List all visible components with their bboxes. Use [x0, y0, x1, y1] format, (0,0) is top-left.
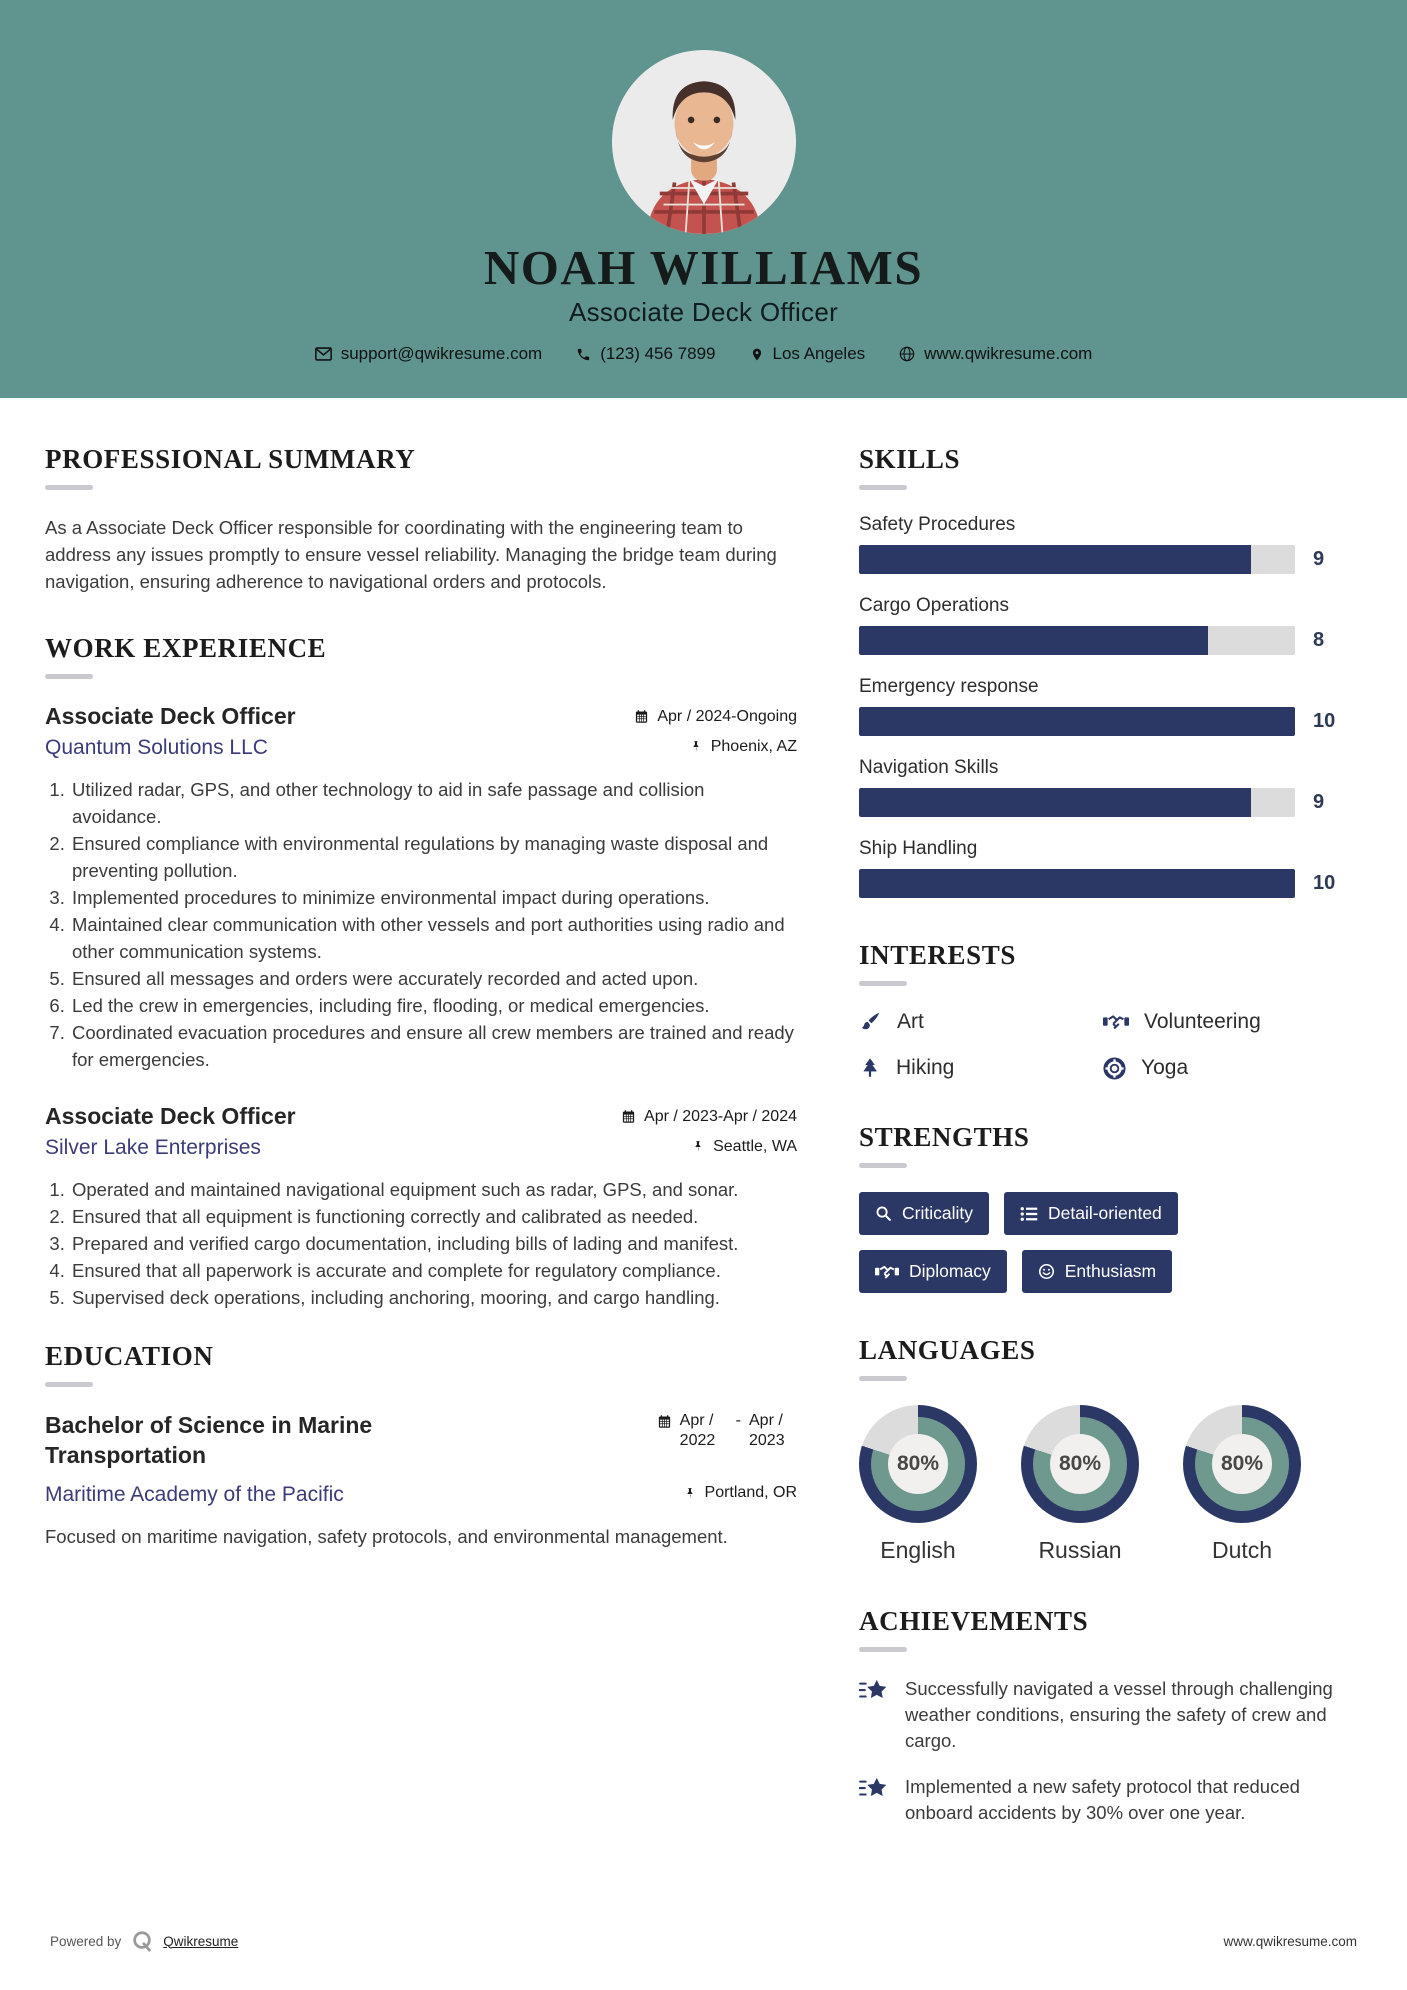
- contact-phone-item: [576, 344, 715, 364]
- language-percent: 80%: [1050, 1434, 1110, 1494]
- skill-row: [859, 514, 1337, 574]
- contact-email[interactable]: support@qwikresume.com: [340, 344, 543, 364]
- skill-bar-fill: [859, 869, 1295, 898]
- smiley-icon: [1038, 1263, 1055, 1280]
- skill-value: 9: [1313, 791, 1325, 813]
- strength-label: Diplomacy: [909, 1261, 991, 1281]
- achievement-text: Implemented a new safety protocol that reduced onboard accidents by 30% over one year.: [905, 1775, 1300, 1823]
- skill-bar-fill: [859, 788, 1251, 817]
- strength-label: Enthusiasm: [1064, 1261, 1157, 1281]
- heading-rule: [859, 1647, 907, 1652]
- pushpin-icon: [692, 1139, 705, 1154]
- right-column: [859, 444, 1337, 1930]
- job-bullet: 4. Ensured that all paperwork is accurate and complete for regulatory compliance.: [70, 1257, 797, 1284]
- education-section: [45, 1341, 797, 1550]
- list-icon: [1020, 1206, 1038, 1222]
- calendar-icon: [634, 709, 649, 724]
- contact-website[interactable]: www.qwikresume.com: [924, 344, 1093, 364]
- job-date-text: Apr / 2024-Ongoing: [657, 707, 797, 725]
- paintbrush-icon: [859, 1011, 882, 1034]
- skill-name: Safety Procedures: [859, 514, 1016, 535]
- achievement-item: [859, 1774, 1337, 1826]
- header: [0, 0, 1407, 398]
- language-name: English: [880, 1537, 956, 1563]
- degree: Bachelor of Science in Marine Transportation: [45, 1412, 373, 1468]
- company-link[interactable]: Silver Lake Enterprises: [45, 1136, 261, 1159]
- envelope-icon: [315, 347, 332, 361]
- calendar-icon: [657, 1414, 672, 1429]
- skill-name: Navigation Skills: [859, 757, 999, 778]
- interest-label: Art: [897, 1010, 924, 1033]
- content: [0, 398, 1407, 1930]
- strengths-section: [859, 1122, 1337, 1293]
- skill-value: 10: [1313, 710, 1336, 732]
- education-description: Focused on maritime navigation, safety protocols, and environmental management.: [45, 1525, 728, 1547]
- strength-chip: [1022, 1250, 1172, 1293]
- pushpin-icon: [684, 1486, 697, 1501]
- language-percent: 80%: [1212, 1434, 1272, 1494]
- job-bullet: 3. Prepared and verified cargo documentation, including bills of lading and manifest.: [70, 1230, 797, 1257]
- pine-tree-icon: [859, 1057, 881, 1080]
- handshake-icon: [1103, 1012, 1129, 1032]
- contact-website-item: [899, 344, 1092, 364]
- language-donut-inner: [871, 1417, 965, 1511]
- skill-name: Cargo Operations: [859, 595, 1009, 616]
- skill-bar-fill: [859, 707, 1295, 736]
- education-location: [684, 1484, 797, 1502]
- avatar-photo: [612, 50, 796, 234]
- work-section: [45, 633, 797, 1311]
- heading-rule: [45, 674, 93, 679]
- interest-label: Volunteering: [1144, 1010, 1261, 1033]
- job-bullet: 2. Ensured that all equipment is functioning correctly and calibrated as needed.: [70, 1203, 797, 1230]
- interests-section: [859, 940, 1337, 1080]
- skill-row: [859, 595, 1337, 655]
- language-percent: 80%: [888, 1434, 948, 1494]
- job-date: [634, 708, 797, 726]
- work-heading: WORK EXPERIENCE: [45, 633, 327, 663]
- school-link[interactable]: Maritime Academy of the Pacific: [45, 1482, 344, 1506]
- job-location-text: Phoenix, AZ: [710, 737, 797, 755]
- language-name: Russian: [1038, 1537, 1122, 1563]
- job-date: [621, 1108, 797, 1126]
- language-name: Dutch: [1211, 1537, 1273, 1563]
- handshake-icon: [875, 1263, 899, 1281]
- interest-item: [859, 1056, 1093, 1080]
- interest-item: [1103, 1056, 1337, 1080]
- skill-value: 8: [1313, 629, 1325, 651]
- strength-label: Criticality: [902, 1203, 973, 1223]
- strengths-heading: STRENGTHS: [859, 1122, 1030, 1152]
- interest-item: [1103, 1010, 1337, 1034]
- achievements-heading: ACHIEVEMENTS: [859, 1606, 1089, 1636]
- job-entry: [45, 1103, 797, 1311]
- lifebuoy-icon: [1103, 1057, 1126, 1080]
- languages-section: [859, 1335, 1337, 1564]
- language-donut: [859, 1405, 977, 1523]
- education-dates: [657, 1411, 797, 1471]
- powered-by-label: Powered by: [50, 1933, 122, 1949]
- left-column: [45, 444, 797, 1930]
- contact-row: [0, 344, 1407, 364]
- strength-label: Detail-oriented: [1047, 1203, 1162, 1223]
- education-heading: EDUCATION: [45, 1341, 214, 1371]
- job-bullet-list: [45, 776, 797, 1073]
- shooting-star-icon: [859, 1679, 889, 1703]
- interest-label: Yoga: [1141, 1056, 1189, 1079]
- skill-name: Emergency response: [859, 676, 1039, 697]
- job-bullet: 1. Operated and maintained navigational equipment such as radar, GPS, and sonar.: [70, 1176, 797, 1203]
- footer: [0, 1930, 1407, 1990]
- globe-icon: [899, 346, 915, 362]
- languages-heading: LANGUAGES: [859, 1335, 1036, 1365]
- skill-bar-track: [859, 626, 1295, 655]
- education-date-end: Apr / 2023: [749, 1412, 785, 1449]
- skill-row: [859, 676, 1337, 736]
- summary-text: As a Associate Deck Officer responsible for coordinating with the engineering team to address any issues promptly to ensure vessel reliability. Managing the bridge team during navigation, ensuring adherence to navigational orders and protocols.: [45, 517, 777, 592]
- candidate-title: Associate Deck Officer: [568, 297, 839, 328]
- strength-chip: [859, 1192, 989, 1235]
- strength-chip: [1004, 1192, 1178, 1235]
- skill-bar-track: [859, 869, 1295, 898]
- heading-rule: [859, 1163, 907, 1168]
- company-link[interactable]: Quantum Solutions LLC: [45, 736, 268, 759]
- strength-chip: [859, 1250, 1007, 1293]
- heading-rule: [859, 485, 907, 490]
- qwikresume-link[interactable]: Qwikresume: [163, 1933, 239, 1949]
- interest-label: Hiking: [896, 1056, 955, 1079]
- job-bullet: 2. Ensured compliance with environmental regulations by managing waste disposal and preventing pollution.: [70, 830, 797, 884]
- skills-section: [859, 444, 1337, 898]
- skill-bar-fill: [859, 626, 1208, 655]
- skill-value: 9: [1313, 548, 1325, 570]
- map-pin-icon: [750, 346, 764, 363]
- achievement-item: [859, 1676, 1337, 1754]
- job-bullet: 5. Supervised deck operations, including anchoring, mooring, and cargo handling.: [70, 1284, 797, 1311]
- search-icon: [875, 1205, 892, 1222]
- skill-bar-track: [859, 788, 1295, 817]
- skill-bar-track: [859, 545, 1295, 574]
- language-donut: [1021, 1405, 1139, 1523]
- heading-rule: [859, 1376, 907, 1381]
- education-date-start: Apr / 2022: [679, 1412, 716, 1449]
- summary-section: [45, 444, 797, 595]
- job-title: Associate Deck Officer: [45, 703, 296, 729]
- education-date-separator: -: [735, 1412, 741, 1429]
- interests-heading: INTERESTS: [859, 940, 1016, 970]
- calendar-icon: [621, 1109, 636, 1124]
- job-bullet: 7. Coordinated evacuation procedures and ensure all crew members are trained and ready for emergencies.: [70, 1019, 797, 1073]
- language-donut-inner: [1195, 1417, 1289, 1511]
- contact-phone: (123) 456 7899: [600, 344, 716, 364]
- language-item: [859, 1405, 977, 1564]
- skill-value: 10: [1313, 872, 1336, 894]
- job-bullet-list: [45, 1176, 797, 1311]
- language-item: [1183, 1405, 1301, 1564]
- job-bullet: 5. Ensured all messages and orders were accurately recorded and acted upon.: [70, 965, 797, 992]
- job-location: [692, 1138, 797, 1156]
- language-donut-inner: [1033, 1417, 1127, 1511]
- phone-icon: [576, 347, 591, 362]
- job-bullet: 3. Implemented procedures to minimize environmental impact during operations.: [70, 884, 797, 911]
- job-bullet: 1. Utilized radar, GPS, and other technology to aid in safe passage and collision avoidance.: [70, 776, 797, 830]
- candidate-name: NOAH WILLIAMS: [483, 240, 924, 295]
- skill-row: [859, 838, 1337, 898]
- skill-row: [859, 757, 1337, 817]
- heading-rule: [45, 485, 93, 490]
- job-title: Associate Deck Officer: [45, 1103, 296, 1129]
- job-bullet: 4. Maintained clear communication with other vessels and port authorities using radio and other communication systems.: [70, 911, 797, 965]
- contact-email-item: [315, 344, 543, 364]
- heading-rule: [45, 1382, 93, 1387]
- shooting-star-icon: [859, 1777, 889, 1801]
- contact-location-item: [750, 344, 866, 364]
- skill-name: Ship Handling: [859, 838, 978, 859]
- pushpin-icon: [690, 739, 703, 754]
- interest-item: [859, 1010, 1093, 1034]
- summary-heading: PROFESSIONAL SUMMARY: [45, 444, 416, 474]
- achievement-text: Successfully navigated a vessel through challenging weather conditions, ensuring the safety of crew and cargo.: [905, 1678, 1333, 1751]
- job-location-text: Seattle, WA: [713, 1137, 797, 1155]
- skill-bar-track: [859, 707, 1295, 736]
- skill-bar-fill: [859, 545, 1251, 574]
- job-entry: [45, 703, 797, 1073]
- achievements-section: [859, 1606, 1337, 1825]
- contact-location: Los Angeles: [772, 344, 866, 364]
- avatar: [612, 50, 796, 234]
- heading-rule: [859, 981, 907, 986]
- job-location: [690, 738, 797, 756]
- job-bullet: 6. Led the crew in emergencies, including fire, flooding, or medical emergencies.: [70, 992, 797, 1019]
- skills-heading: SKILLS: [859, 444, 961, 474]
- education-location-text: Portland, OR: [704, 1484, 797, 1502]
- job-date-text: Apr / 2023-Apr / 2024: [644, 1107, 797, 1125]
- language-donut: [1183, 1405, 1301, 1523]
- qwikresume-logo: [131, 1930, 153, 1952]
- language-item: [1021, 1405, 1139, 1564]
- footer-website[interactable]: www.qwikresume.com: [1223, 1933, 1357, 1949]
